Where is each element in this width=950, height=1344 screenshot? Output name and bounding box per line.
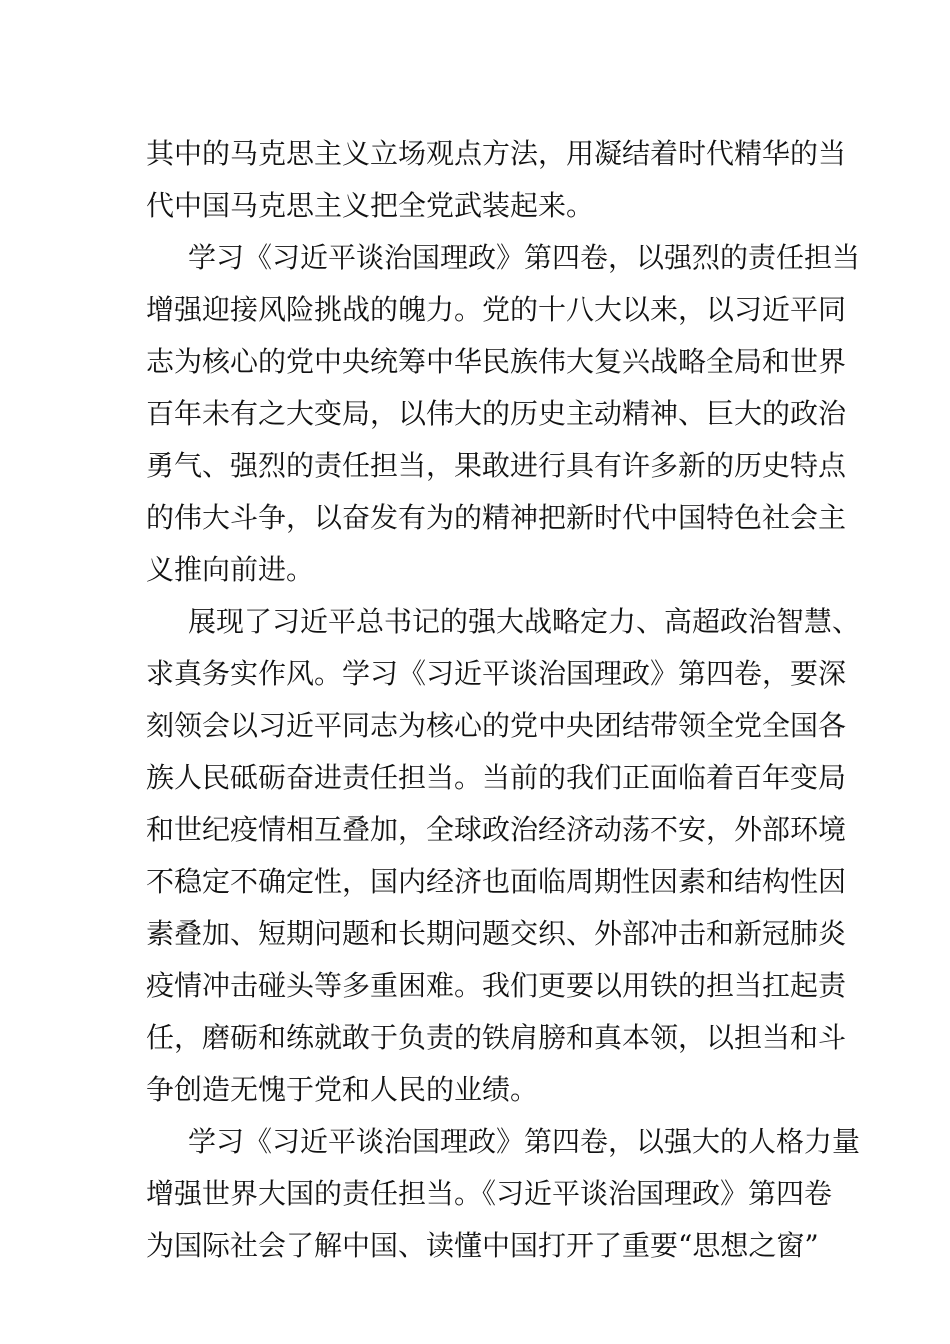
text-line: 争创造无愧于党和人民的业绩。 bbox=[146, 1073, 539, 1106]
text-line: 不稳定不确定性，国内经济也面临周期性因素和结构性因 bbox=[146, 865, 847, 898]
paragraph-4 bbox=[146, 1116, 861, 1272]
document-body bbox=[146, 128, 861, 1272]
text-line: 学习《习近平谈治国理政》第四卷，以强烈的责任担当 bbox=[188, 241, 861, 274]
text-line: 素叠加、短期问题和长期问题交织、外部冲击和新冠肺炎 bbox=[146, 917, 847, 950]
text-line: 义推向前进。 bbox=[146, 553, 315, 586]
text-line: 代中国马克思主义把全党武装起来。 bbox=[146, 189, 595, 222]
paragraph-2 bbox=[146, 232, 861, 596]
text-line: 族人民砥砺奋进责任担当。当前的我们正面临着百年变局 bbox=[146, 761, 847, 794]
text-line: 百年未有之大变局，以伟大的历史主动精神、巨大的政治 bbox=[146, 397, 847, 430]
paragraph-1 bbox=[146, 128, 847, 232]
text-line: 志为核心的党中央统筹中华民族伟大复兴战略全局和世界 bbox=[146, 345, 847, 378]
text-line: 为国际社会了解中国、读懂中国打开了重要“思想之窗” bbox=[146, 1229, 819, 1262]
text-line: 刻领会以习近平同志为核心的党中央团结带领全党全国各 bbox=[146, 709, 847, 742]
text-line: 其中的马克思主义立场观点方法，用凝结着时代精华的当 bbox=[146, 137, 847, 170]
text-line: 勇气、强烈的责任担当，果敢进行具有许多新的历史特点 bbox=[146, 449, 847, 482]
text-line: 增强迎接风险挑战的魄力。党的十八大以来，以习近平同 bbox=[146, 293, 847, 326]
text-line: 和世纪疫情相互叠加，全球政治经济动荡不安，外部环境 bbox=[146, 813, 847, 846]
paragraph-3 bbox=[146, 596, 861, 1116]
text-line: 增强世界大国的责任担当。《习近平谈治国理政》第四卷 bbox=[146, 1177, 833, 1210]
text-line: 疫情冲击碰头等多重困难。我们更要以用铁的担当扛起责 bbox=[146, 969, 847, 1002]
text-line: 求真务实作风。学习《习近平谈治国理政》第四卷，要深 bbox=[146, 657, 847, 690]
text-line: 任，磨砺和练就敢于负责的铁肩膀和真本领，以担当和斗 bbox=[146, 1021, 847, 1054]
text-line: 学习《习近平谈治国理政》第四卷，以强大的人格力量 bbox=[188, 1125, 861, 1158]
text-line: 展现了习近平总书记的强大战略定力、高超政治智慧、 bbox=[188, 605, 861, 638]
text-line: 的伟大斗争，以奋发有为的精神把新时代中国特色社会主 bbox=[146, 501, 847, 534]
